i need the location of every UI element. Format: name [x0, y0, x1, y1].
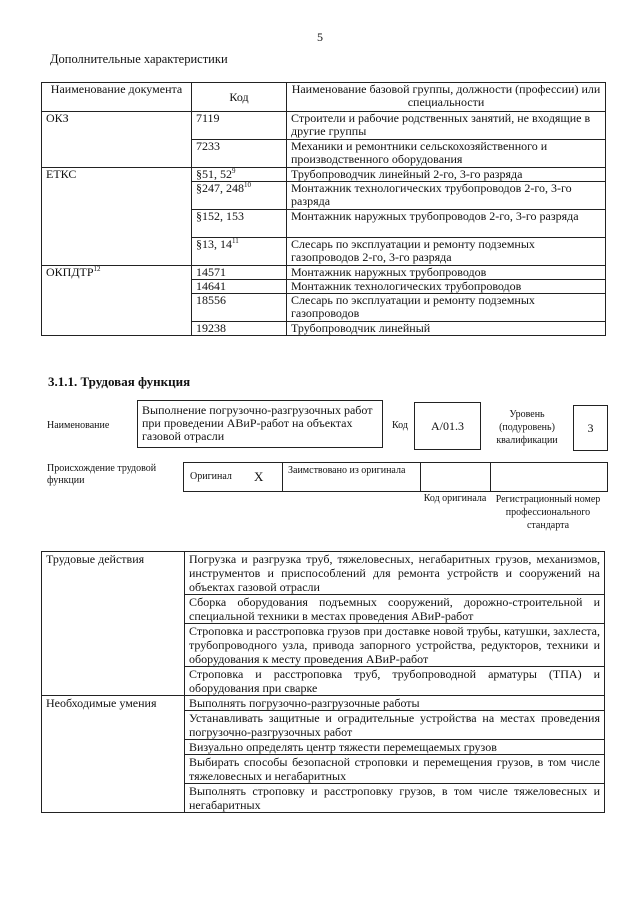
header-document: Наименование документа — [42, 83, 192, 112]
function-heading: 3.1.1. Трудовая функция — [48, 374, 191, 389]
list-item: Выполнять погрузочно-разгрузочные работы — [185, 696, 605, 711]
code-text: §51, 52 — [196, 167, 232, 181]
divider — [490, 463, 491, 491]
doc-cell: ЕТКС — [42, 168, 192, 266]
code-cell: §152, 153 — [192, 210, 287, 238]
original-label: Оригинал — [190, 471, 232, 482]
row-label: Трудовые действия — [42, 552, 185, 696]
borrowed-label: Заимствовано из оригинала — [288, 465, 406, 476]
list-item: Сборка оборудования подъемных сооружений, дорожно-строительной и специальной техники в местах проведения АВиР-работ — [185, 595, 605, 624]
function-details-table — [41, 551, 605, 813]
page-number: 5 — [317, 30, 323, 44]
code-cell: 18556 — [192, 294, 287, 322]
name-cell: Механики и ремонтники сельскохозяйственного и производственного оборудования — [287, 140, 606, 168]
name-cell: Монтажник технологических трубопроводов — [287, 280, 606, 294]
function-name-value: Выполнение погрузочно-разгрузочных работ при проведении АВиР-работ на объектах газовой отрасли — [137, 400, 383, 448]
name-cell: Монтажник наружных трубопроводов 2-го, 3-го разряда — [287, 210, 606, 238]
name-cell: Слесарь по эксплуатации и ремонту подземных газопроводов — [287, 294, 606, 322]
doc-cell: ОКЗ — [42, 112, 192, 168]
code-cell: 14571 — [192, 266, 287, 280]
function-code-value: А/01.3 — [414, 402, 481, 450]
footnote-ref: 9 — [232, 167, 236, 175]
row-label: Необходимые умения — [42, 696, 185, 813]
name-label: Наименование — [47, 420, 110, 431]
name-cell: Слесарь по эксплуатации и ремонту подземных газопроводов 2-го, 3-го разряда — [287, 238, 606, 266]
footnote-ref: 10 — [244, 181, 251, 189]
code-text: §247, 248 — [196, 181, 244, 195]
footnote-ref: 12 — [93, 265, 101, 273]
header-group-name: Наименование базовой группы, должности (профессии) или специальности — [287, 83, 606, 112]
code-cell: 19238 — [192, 322, 287, 336]
classification-table — [41, 82, 606, 336]
name-cell: Монтажник наружных трубопроводов — [287, 266, 606, 280]
table-row — [42, 696, 605, 711]
table-row — [42, 168, 606, 182]
list-item: Устанавливать защитные и оградительные устройства на местах проведения погрузочно-разгрузочных работ — [185, 711, 605, 740]
table-row — [42, 552, 605, 595]
header-code: Код — [192, 83, 287, 112]
name-cell: Монтажник технологических трубопроводов 2-го, 3-го разряда — [287, 182, 606, 210]
divider — [282, 463, 283, 491]
origin-box — [183, 462, 608, 492]
code-caption: Код оригинала — [423, 493, 487, 504]
code-text: §13, 14 — [196, 237, 232, 251]
doc-text: ОКПДТР — [46, 265, 94, 279]
original-mark: X — [254, 469, 264, 484]
name-cell: Трубопроводчик линейный 2-го, 3-го разряда — [287, 168, 606, 182]
table-row — [42, 112, 606, 140]
code-cell — [192, 238, 287, 266]
name-cell: Трубопроводчик линейный — [287, 322, 606, 336]
list-item: Строповка и расстроповка труб, трубопроводной арматуры (ТПА) и оборудования при сварке — [185, 667, 605, 696]
list-item: Выбирать способы безопасной строповки и перемещения грузов, в том числе тяжеловесных и негабаритных — [185, 755, 605, 784]
code-cell: 7233 — [192, 140, 287, 168]
divider — [420, 463, 421, 491]
doc-cell — [42, 266, 192, 336]
code-cell — [192, 182, 287, 210]
code-label: Код — [392, 420, 408, 431]
table-header-row — [42, 83, 606, 112]
code-cell: 14641 — [192, 280, 287, 294]
level-value: 3 — [573, 405, 608, 451]
code-cell: 7119 — [192, 112, 287, 140]
footnote-ref: 11 — [232, 237, 239, 245]
list-item: Строповка и расстроповка грузов при доставке новой трубы, катушки, захлеста, трубопроводного узла, привода запорного устройства, редукторов, техники и оборудования к месту проведения АВиР-работ — [185, 624, 605, 667]
section-title: Дополнительные характеристики — [50, 52, 228, 66]
name-cell: Строители и рабочие родственных занятий, не входящие в другие группы — [287, 112, 606, 140]
origin-label: Происхождение трудовой функции — [47, 463, 157, 486]
list-item: Выполнять строповку и расстроповку грузов, в том числе тяжеловесных и негабаритных — [185, 784, 605, 813]
table-row — [42, 266, 606, 280]
list-item: Погрузка и разгрузка труб, тяжеловесных, негабаритных грузов, механизмов, инструментов и приспособлений для ремонта устройств и сооружений на объектах газовой отрасли — [185, 552, 605, 595]
level-label: Уровень (подуровень) квалификации — [496, 409, 558, 446]
list-item: Визуально определять центр тяжести перемещаемых грузов — [185, 740, 605, 755]
code-cell — [192, 168, 287, 182]
reg-caption: Регистрационный номер профессионального стандарта — [495, 494, 601, 531]
